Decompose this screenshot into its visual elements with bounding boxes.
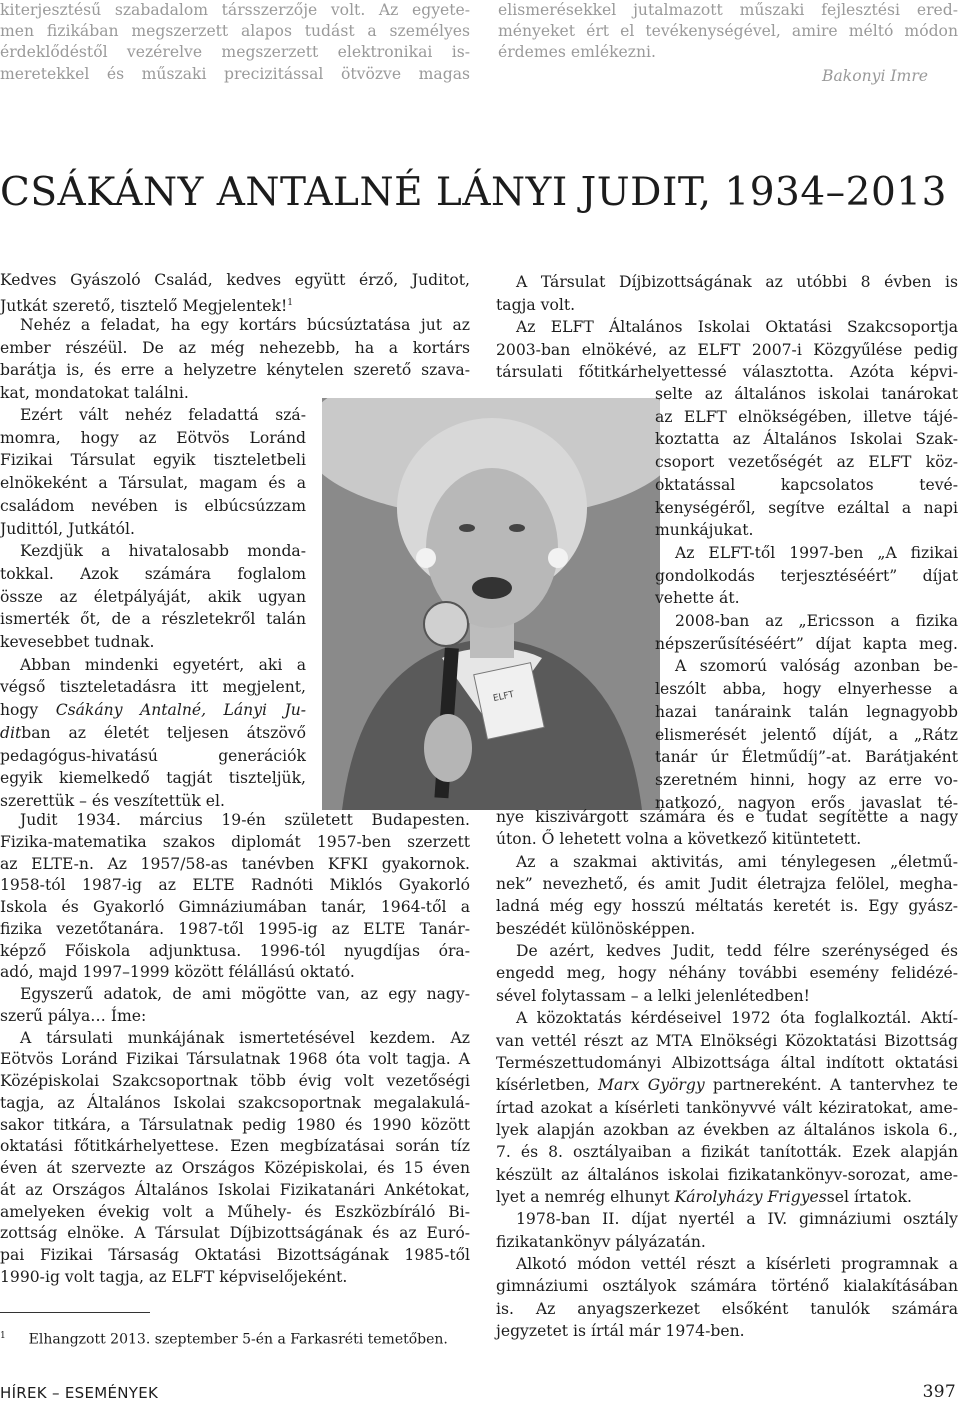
text-line: vehette át. [655,589,740,608]
text-line: Egyszerű adatok, de ami mögötte van, az egy nagy- [20,985,470,1003]
text-line: csoport vezetőségét az ELFT köz- [655,453,958,472]
page-number: 397 [922,1382,956,1402]
text-line: 1978-ban II. díjat nyertél a IV. gimnáziumi osztály [516,1210,958,1229]
text-line: A közoktatás kérdéseivel 1972 óta foglalkoztál. Aktí- [516,1009,958,1028]
text-line: ditban az életét teljesen átszövő [0,723,306,742]
text-line: tanár úr Életműdíj”-at. Barátjaként [655,748,958,767]
text-line: selte az általános iskolai tanárokat [655,385,958,403]
text-line: beszédét különösképpen. [496,919,696,938]
text-line: kevesebbet tudnak. [0,633,155,651]
text-line: A szomorú valóság azonban be- [675,657,958,676]
text-line: Középiskolai Szakcsoportnak több évig volt vezetőségi [0,1072,470,1090]
text-line: kat, mondatokat találni. [0,383,189,402]
text-line: natkozó, nagyon erős javaslat té- [655,793,958,812]
text-line: leszólt abba, hogy elnyerhesse a [655,680,958,699]
footnote-reference: 1 [287,297,293,308]
faded-line: meretekkel és műszaki precizitással ötvözve magas [0,64,470,83]
text-line: sakor titkára, a Társulatnak pedig 1980 és 1990 között [0,1115,470,1134]
italic-name: dit [0,723,22,742]
text-line: kísérletben, Marx György partnereként. A tantervhez te [496,1076,958,1095]
text-line: 7. és 8. osztályaiban a fizikát tanították. Ezek alapján [496,1143,958,1162]
text-line: egyik kiemelkedő tagját tiszteljük, [0,769,306,788]
text-line: is. Az anyagszerkezet elsőként tanulók számára [496,1299,958,1318]
text-line: össze az életpályáját, akik ugyan [0,587,306,606]
text-line: Abban mindenki egyetért, aki a [20,655,306,674]
text-line: 1990-ig volt tagja, az ELFT képviselőjeként. [0,1267,348,1286]
portrait-illustration [322,398,660,810]
text-line: ember részéül. De az még nehezebb, ha a kortárs [0,338,470,357]
text-line: momra, hogy az Eötvös Loránd [0,428,306,447]
faded-line: men fizikában megszerzett alapos tudást a személyes [0,22,470,41]
footnote-rule [0,1312,150,1313]
text-line: szeretném hinni, hogy az erre vo- [655,770,958,789]
text-line: Jutkát szerető, tisztelő Megjelentek!$^1$ [0,296,293,315]
text-line: 1958-tól 1987-ig az ELTE Radnóti Miklós Gyakorló [0,876,470,895]
text-line: nek” nevezhető, és amit Judit életrajza felölel, megha- [496,875,958,894]
text-line: tokkal. Azok számára foglalom [0,564,306,583]
text-line: Kezdjük a hivatalosabb monda- [20,542,306,561]
italic-name: Marx György [598,1076,705,1095]
faded-line: kiterjesztésű szabadalom társszerzője volt. Az egyete- [0,1,470,19]
text-line: népszerűsítéséért” díjat kapta meg. [655,634,958,653]
text-line: gimnáziumi osztályok számára történő kialakításában [496,1277,958,1296]
portrait-photo [322,398,660,810]
text-line: szerű pálya… Íme: [0,1006,147,1025]
text-line: barátja is, és erre a helyzetre kénytelen szerető szava- [0,361,470,379]
text-line: úton. Ő lehetett volna a következő kitüntetett. [496,830,862,849]
text-line: Eötvös Loránd Fizikai Társulatnak 1968 óta volt tagja. A [0,1050,470,1069]
text-line: Az ELFT Általános Iskolai Oktatási Szakcsoportja [516,318,958,336]
text-line: amelyeken évekig volt a Műhely- és Eszközbíráló Bi- [0,1202,470,1221]
text-line: az ELTE-n. Az 1957/58-as tanévben KFKI gyakornok. [0,854,470,873]
footnote [0,1326,448,1350]
footnote-text: Elhangzott 2013. szeptember 5-én a Farkasréti temetőben. [28,1331,448,1348]
text-line: jegyzetet is írtál már 1974-ben. [496,1322,745,1341]
previous-article-author: Bakonyi Imre [822,67,929,85]
text-line: Judit 1934. március 19-én született Budapesten. [20,811,470,829]
text-line: Alkotó módon vettél részt a kísérleti programnak a [516,1255,958,1273]
text-line: zottság elnöke. A Társulat Díjbizottságának és az Euró- [0,1224,470,1243]
text-line: lyet a nemrég elhunyt Károlyházy Frigyessel írtatok. [496,1187,913,1206]
text-line: ismerték őt, de a részletekről talán [0,610,306,629]
text-line: van vettél részt az MTA Elnökségi Közoktatási Bizottság [496,1031,958,1050]
text-line: fizikatankönyv pályázatán. [496,1232,706,1251]
text-line: át az Országos Általános Iskolai Fizikatanári Ankétokat, [0,1180,470,1199]
text-line: 2003-ban elnökévé, az ELFT 2007-i Közgyűlése pedig [496,340,958,359]
text-line: Fizikai Társulat egyik tiszteletbeli [0,451,306,470]
text-line: Iskola és Gyakorló Gimnáziumában tanár, 1964-től a [0,898,470,916]
text-line: szerettük – és veszítettük el. [0,791,225,810]
text-line: képző Főiskola adjunktusa. 1996-tól nyugdíjas óra- [0,941,470,960]
text-line: 2008-ban az „Ericsson a fizika [675,612,958,630]
text-line: munkájukat. [655,521,754,540]
text-line: oktatási főtitkárhelyettese. Ezen megbízatásai során tíz [0,1137,470,1156]
text-line: Nehéz a feladat, ha egy kortárs búcsúztatása jut az [20,316,470,334]
italic-name: Károlyházy Frigyes [674,1187,827,1206]
text-line: lyek alapján azokban az években az általános iskola 6., [496,1120,958,1139]
text-line: az ELFT elnökségében, illetve tájé- [655,407,958,426]
text-line: engedd meg, hogy néhány további esemény felidézé- [496,964,958,983]
text-line: hogy Csákány Antalné, Lányi Ju- [0,701,307,720]
text-line: A társulati munkájának ismertetésével kezdem. Az [20,1028,470,1047]
text-line: elnökeként a Társulat, magam és a [0,474,306,493]
badge-text: ELFT [492,689,516,705]
text-line: adó, majd 1997–1999 között félállású oktató. [0,963,355,982]
text-line: pai Fizikai Társaság Oktatási Bizottságának 1985-től [0,1246,470,1264]
text-line: tagja volt. [496,295,576,314]
faded-line: ményeket ért el tevékenységével, amire méltó módon [498,22,958,41]
text-line: írtad azokat a kísérleti tankönyvvé vált kéziratokat, ame- [496,1098,958,1117]
text-line: Az a szakmai aktivitás, ami ténylegesen „életmű- [516,852,958,871]
text-line: éven át szervezte az Országos Középiskolai, és 15 éven [0,1159,470,1177]
text-line: családom nevében is elbúcsúzzam [0,496,306,515]
text-line: Kedves Gyászoló Család, kedves együtt érző, Juditot, [0,271,470,289]
text-line: De azért, kedves Judit, tedd félre szerénységed és [516,942,958,961]
text-line: végső tiszteletadásra itt megjelent, [0,678,306,697]
text-line: A Társulat Díjbizottságának az utóbbi 8 évben is [516,273,958,291]
text-line: Ezért vált nehéz feladattá szá- [20,406,306,424]
text-line: hazai tanáraink talán legnagyobb [655,702,958,721]
text-line: oktatással kapcsolatos tevé- [655,475,958,494]
text-line: Judittól, Jutkától. [0,519,135,538]
text-line: nye kiszivárgott számára és e tudat segítette a nagy [496,808,958,826]
text-line: Fizika-matematika szakos diplomát 1957-ben szerzett [0,832,470,851]
footer-section: HÍREK – ESEMÉNYEK [0,1384,159,1402]
text-line: fizika vezetőtanára. 1987-től 1995-ig az ELTE Tanár- [0,919,470,938]
article-title: CSÁKÁNY ANTALNÉ LÁNYI JUDIT, 1934–2013 [0,170,947,215]
text-line: Természettudományi Albizottsága által indított oktatási [496,1053,958,1072]
text-line: elismerését jelentő díját, a „Rátz [655,725,958,744]
text-line: kenységéről, segítve ezáltal a napi [655,498,958,517]
italic-name: Csákány Antalné, Lányi Ju- [55,701,307,720]
text-line: pedagógus-hivatású generációk [0,746,306,765]
faded-line: elismerésekkel jutalmazott műszaki fejlesztési ered- [498,1,958,19]
text-line: tagja, az Általános Iskolai szakcsoportnak megalakulá- [0,1093,470,1112]
faded-line: érdemes emlékezni. [498,43,656,62]
text-line: Az ELFT-től 1997-ben „A fizikai [675,543,958,562]
faded-line: érdeklődéstől vezérelve megszerzett elektronikai is- [0,43,470,62]
text-line: gondolkodás terjesztéséért” díjat [655,566,958,585]
text-line: koztatta az Általános Iskolai Szak- [655,430,958,449]
text-line: társulati főtitkárhelyettessé választotta. Azóta képvi- [496,363,958,381]
footnote-number: 1 [0,1331,6,1341]
text-line: ladná még egy hosszú méltatás keretét is. Egy gyász- [496,897,958,916]
text-line: készült az általános iskolai fizikatankönyv-sorozat, ame- [496,1165,958,1184]
text-line: sével folytassam – a lelki jelenlétedben! [496,986,810,1005]
